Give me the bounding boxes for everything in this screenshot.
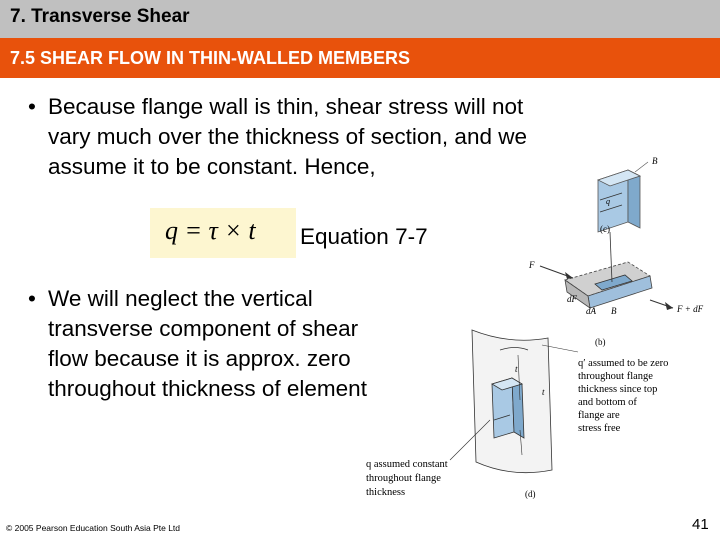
note-line: q assumed constant — [366, 459, 448, 470]
caption-d: (d) — [525, 489, 536, 499]
shear-flow-figure — [345, 150, 720, 505]
bullet-line: assume it to be constant. Hence, — [48, 154, 376, 179]
figure-b-flange — [540, 232, 673, 310]
figure-d-element — [450, 330, 578, 473]
page-number: 41 — [692, 516, 709, 533]
copyright-footer: © 2005 Pearson Education South Asia Pte Ltd — [6, 523, 181, 533]
label-t-lower: t — [542, 387, 545, 397]
chapter-title-bar — [0, 0, 720, 38]
bullet-line: We will neglect the vertical — [48, 286, 313, 311]
note-line: and bottom of — [578, 397, 637, 408]
chapter-title: 7. Transverse Shear — [10, 6, 190, 27]
note-line: stress free — [578, 423, 621, 434]
label-b-top: B — [652, 156, 658, 166]
label-da: dA — [586, 306, 596, 316]
note-line: thickness — [366, 487, 406, 498]
bullet-line: throughout thickness of element — [48, 376, 367, 401]
caption-b: (b) — [595, 337, 606, 347]
label-q-small: q — [606, 197, 610, 206]
bullet-marker: • — [28, 94, 36, 119]
shear-flow-equation: q = τ × t — [150, 208, 296, 258]
label-df: dF — [567, 294, 577, 304]
label-f: F — [529, 260, 535, 270]
label-f-plus-df: F + dF — [677, 304, 704, 314]
bullet-line: Because flange wall is thin, shear stress will not — [48, 94, 524, 119]
note-line: q′ assumed to be zero — [578, 358, 669, 369]
label-b-flange: B — [611, 306, 617, 316]
note-line: throughout flange — [366, 473, 441, 484]
bullet-line: flow because it is approx. zero — [48, 346, 351, 371]
note-q-constant — [366, 459, 448, 498]
caption-c: (c) — [600, 224, 610, 234]
note-q-prime — [578, 358, 668, 434]
section-title-bar — [0, 38, 720, 78]
note-line: thickness since top — [578, 384, 658, 395]
bullet-marker: • — [28, 286, 36, 311]
section-title: 7.5 SHEAR FLOW IN THIN-WALLED MEMBERS — [10, 48, 410, 68]
bullet-line: transverse component of shear — [48, 316, 359, 341]
label-t-upper: t — [515, 364, 518, 374]
bullet-line: vary much over the thickness of section, and we — [48, 124, 527, 149]
equation-label: Equation 7-7 — [300, 224, 428, 249]
note-line: throughout flange — [578, 371, 653, 382]
note-line: flange are — [578, 410, 620, 421]
